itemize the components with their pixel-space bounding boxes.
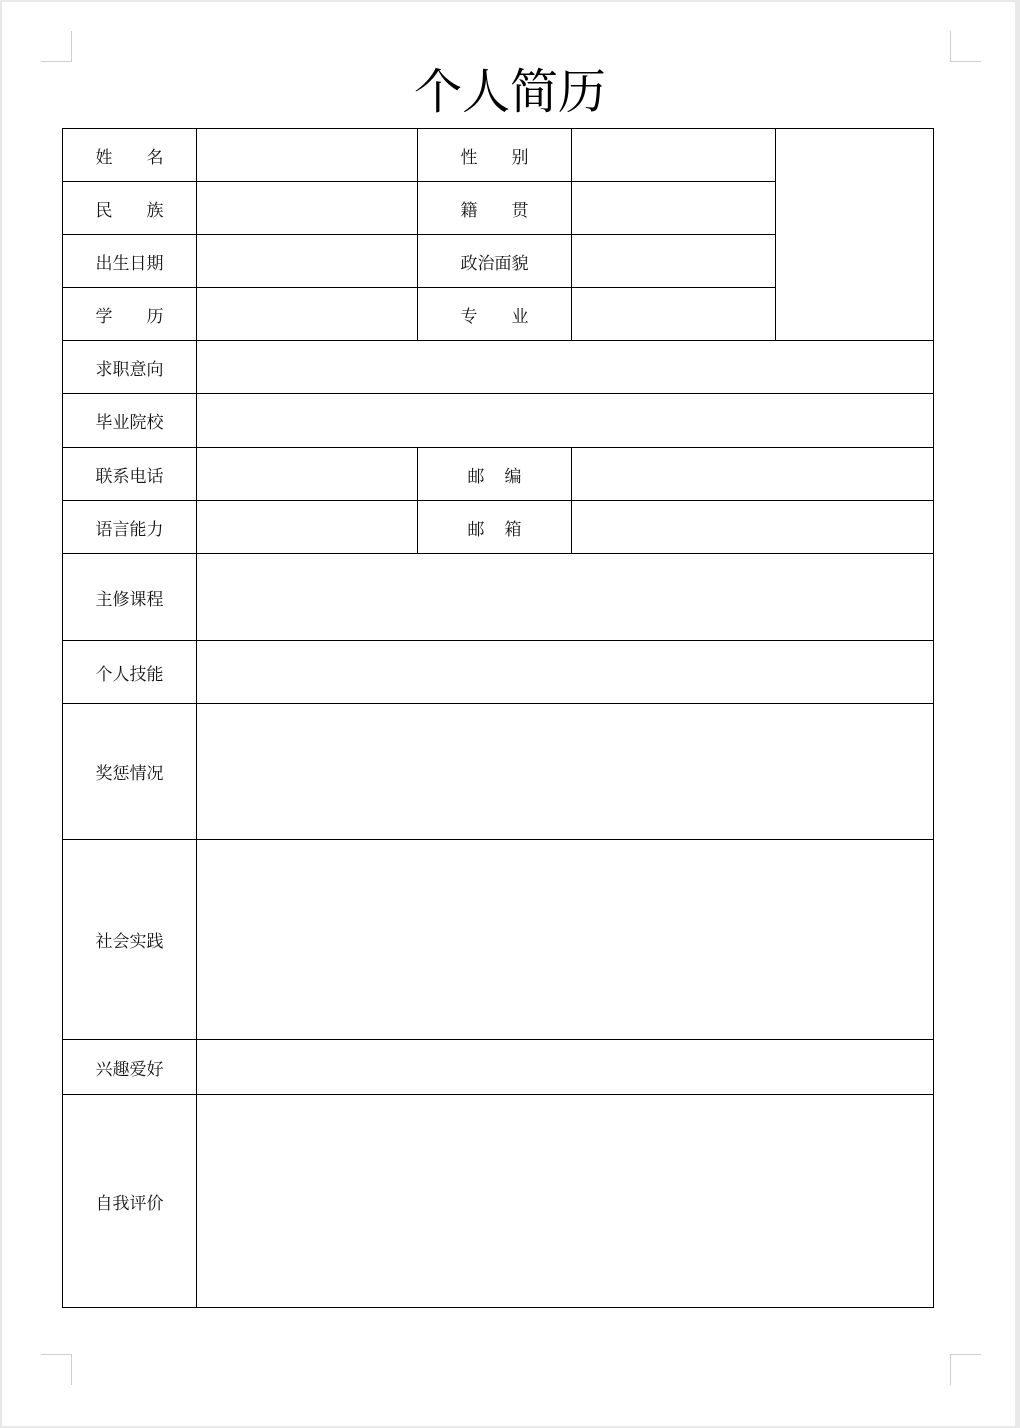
value-postcode[interactable] — [572, 448, 934, 501]
label-major: 专 业 — [418, 288, 572, 341]
value-phone[interactable] — [197, 448, 418, 501]
value-ethnicity[interactable] — [197, 182, 418, 235]
label-gender: 性 别 — [418, 129, 572, 182]
label-native-place: 籍 贯 — [418, 182, 572, 235]
value-self-evaluation[interactable] — [197, 1095, 934, 1308]
label-hobbies: 兴趣爱好 — [63, 1040, 197, 1095]
value-language[interactable] — [197, 501, 418, 554]
value-hobbies[interactable] — [197, 1040, 934, 1095]
value-school[interactable] — [197, 394, 934, 448]
margin-corner-bottom-right — [950, 1354, 981, 1385]
value-political-status[interactable] — [572, 235, 776, 288]
value-courses[interactable] — [197, 554, 934, 641]
label-name: 姓 名 — [63, 129, 197, 182]
label-ethnicity: 民 族 — [63, 182, 197, 235]
value-awards[interactable] — [197, 704, 934, 840]
photo-cell[interactable] — [776, 129, 934, 341]
label-birth-date: 出生日期 — [63, 235, 197, 288]
value-practice[interactable] — [197, 840, 934, 1040]
label-postcode: 邮 编 — [418, 448, 572, 501]
label-self-evaluation: 自我评价 — [63, 1095, 197, 1308]
label-phone: 联系电话 — [63, 448, 197, 501]
label-practice: 社会实践 — [63, 840, 197, 1040]
label-awards: 奖惩情况 — [63, 704, 197, 840]
value-job-intention[interactable] — [197, 341, 934, 394]
label-language: 语言能力 — [63, 501, 197, 554]
label-education: 学 历 — [63, 288, 197, 341]
value-major[interactable] — [572, 288, 776, 341]
label-email: 邮 箱 — [418, 501, 572, 554]
margin-corner-top-left — [41, 31, 72, 62]
label-political-status: 政治面貌 — [418, 235, 572, 288]
value-native-place[interactable] — [572, 182, 776, 235]
label-school: 毕业院校 — [63, 394, 197, 448]
value-birth-date[interactable] — [197, 235, 418, 288]
resume-table — [62, 128, 934, 1308]
value-skills[interactable] — [197, 641, 934, 704]
value-email[interactable] — [572, 501, 934, 554]
label-job-intention: 求职意向 — [63, 341, 197, 394]
document-title: 个人简历 — [413, 64, 606, 120]
margin-corner-top-right — [950, 31, 981, 62]
label-courses: 主修课程 — [63, 554, 197, 641]
value-name[interactable] — [197, 129, 418, 182]
margin-corner-bottom-left — [41, 1354, 72, 1385]
value-education[interactable] — [197, 288, 418, 341]
label-skills: 个人技能 — [63, 641, 197, 704]
value-gender[interactable] — [572, 129, 776, 182]
